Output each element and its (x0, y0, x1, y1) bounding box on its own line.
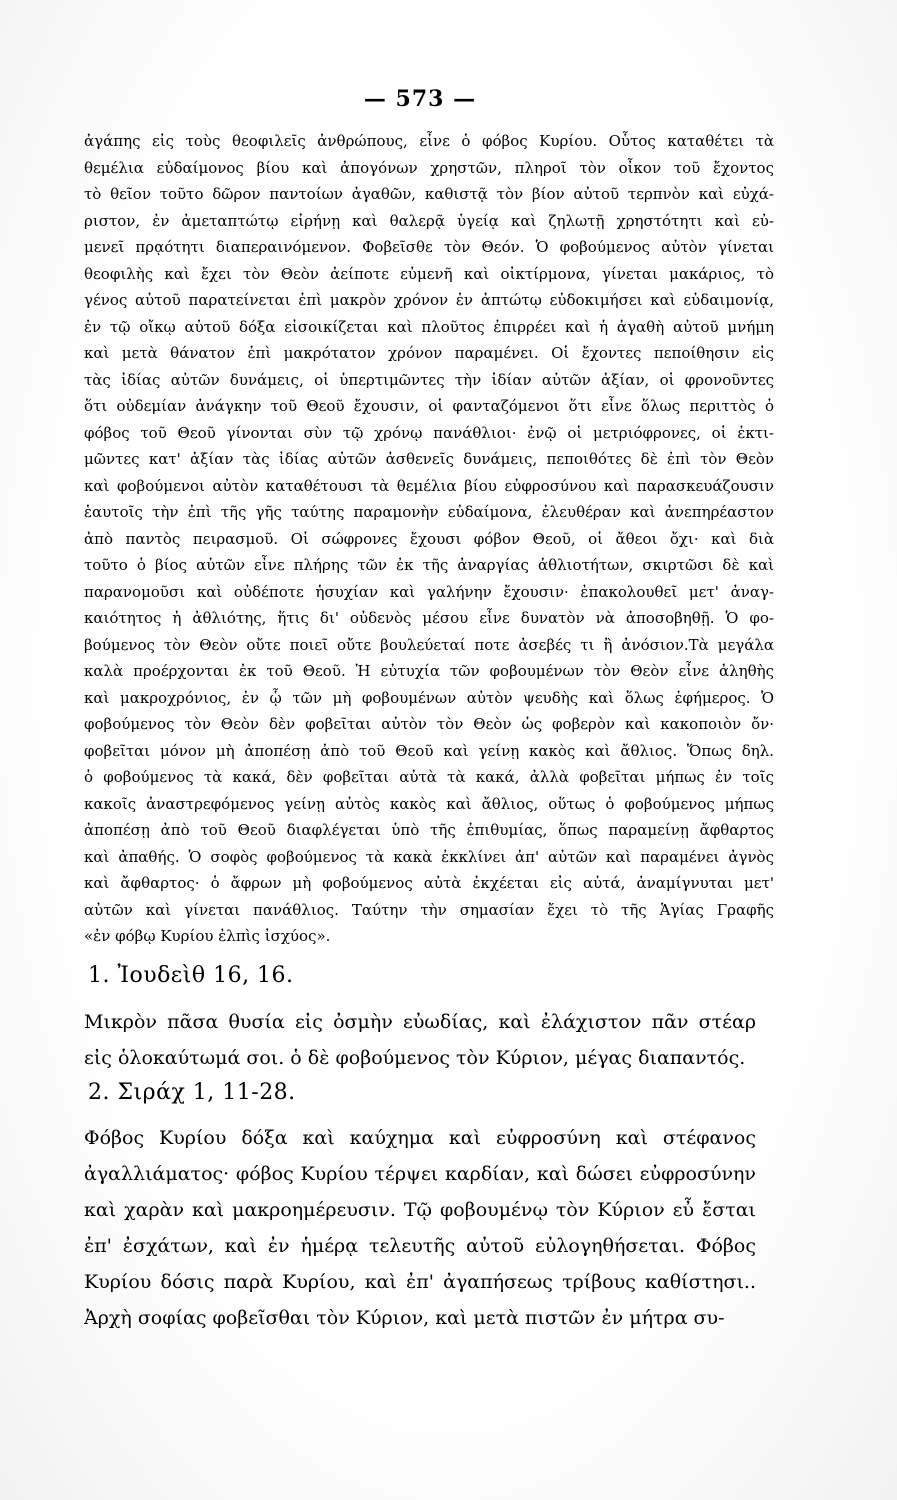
text-line: μενεῖ πρᾳότητι διαπεραινόμενον. Φοβεῖσθε τὸν Θεόν. Ὁ φοβούμενος αὐτὸν γίνεται (84, 238, 774, 256)
text-line: καὶ μετὰ θάνατον ἐπὶ μακρότατον χρόνον παραμένει. Οἱ ἔχοντες πεποίθησιν εἰς (84, 344, 774, 362)
text-line: καλὰ προέρχονται ἐκ τοῦ Θεοῦ. Ἡ εὐτυχία τῶν φοβουμένων τὸν Θεὸν εἶνε ἀληθὴς (84, 662, 774, 680)
text-line: γένος αὐτοῦ παρατείνεται ἐπὶ μακρὸν χρόνον ἐν ἀπτώτῳ εὐδοκιμήσει καὶ εὐδαιμονίᾳ, (84, 291, 774, 309)
text-line: φόβος τοῦ Θεοῦ γίνονται σὺν τῷ χρόνῳ πανάθλιοι· ἐνῷ οἱ μετριόφρονες, οἱ ἐκτι- (84, 423, 774, 442)
text-line: καὶ μακροχρόνιος, ἐν ᾧ τῶν μὴ φοβουμένων αὐτὸν ψευδὴς καὶ ὅλως ἐφήμερος. Ὁ (84, 688, 774, 707)
text-line: ὁ φοβούμενος τὰ κακά, δὲν φοβεῖται αὐτὰ τὰ κακά, ἀλλὰ φοβεῖται μήπως ἐν τοῖς (84, 768, 774, 786)
text-line: ὅτι οὐδεμίαν ἀνάγκην τοῦ Θεοῦ ἔχουσιν, οἱ φανταζόμενοι ὅτι εἶνε ὅλως περιττὸς ὁ (84, 397, 774, 415)
text-line: ἑαυτοῖς τὴν ἐπὶ τῆς γῆς ταύτης παραμονὴν εὐδαίμονα, ἐλευθέραν καὶ ἀνεπηρέαστον (84, 503, 774, 521)
text-line: μῶντες κατ' ἀξίαν τὰς ἰδίας αὐτῶν ἀσθενεῖς δυνάμεις, πεποιθότες δὲ ἐπὶ τὸν Θεὸν (84, 450, 774, 468)
text-line: τὸ θεῖον τοῦτο δῶρον παντοίων ἀγαθῶν, καθιστᾷ τὸν βίον αὐτοῦ τερπνὸν καὶ εὐχά- (84, 185, 774, 203)
main-text-block (84, 128, 774, 950)
text-line: φοβούμενος τὸν Θεὸν δὲν φοβεῖται αὐτὸν τὸν Θεὸν ὡς φοβερὸν καὶ κακοποιὸν ὄν· (84, 715, 774, 733)
text-line: καὶ ἀπαθής. Ὁ σοφὸς φοβούμενος τὰ κακὰ ἐκκλίνει ἀπ' αὐτῶν καὶ παραμένει ἀγνὸς (84, 847, 774, 866)
text-line: Κυρίου δόσις παρὰ Κυρίου, καὶ ἐπ' ἀγαπήσεως τρίβους καθίστησι.. (84, 1271, 756, 1293)
text-line: Ἀρχὴ σοφίας φοβεῖσθαι τὸν Κύριον, καὶ μετὰ πιστῶν ἐν μήτρα συ- (84, 1307, 725, 1329)
text-line: ἀποπέσῃ ἀπὸ τοῦ Θεοῦ διαφλέγεται ὑπὸ τῆς ἐπιθυμίας, ὅπως παραμείνῃ ἄφθαρτος (84, 821, 774, 839)
text-line: «ἐν φόβῳ Κυρίου ἐλπὶς ἰσχύος». (84, 927, 331, 945)
section-heading-sirach: 2. Σιράχ 1, 11-28. (88, 1080, 296, 1105)
text-line: κακοῖς ἀναστρεφόμενος γείνῃ αὐτὸς κακὸς καὶ ἄθλιος, οὕτως ὁ φοβούμενος μήπως (84, 794, 774, 813)
text-line: καὶ ἄφθαρτος· ὁ ἄφρων μὴ φοβούμενος αὐτὰ ἐκχέεται εἰς αὐτά, ἀναμίγνυται μετ' (84, 874, 774, 892)
text-line: θεοφιλὴς καὶ ἔχει τὸν Θεὸν ἀείποτε εὐμενῆ καὶ οἰκτίρμονα, γίνεται μακάριος, τὸ (84, 264, 774, 283)
text-line: καὶ φοβούμενοι αὐτὸν καταθέτουσι τὰ θεμέλια βίου εὐφροσύνου καὶ παρασκευάζουσιν (84, 476, 774, 495)
section-heading-judith: 1. Ἰουδεὶθ 16, 16. (88, 963, 294, 988)
page-number: — 573 — (363, 86, 477, 112)
text-line: καὶ χαρὰν καὶ μακροημέρευσιν. Τῷ φοβουμένῳ τὸν Κύριον εὖ ἔσται (84, 1199, 756, 1221)
text-line: φοβεῖται μόνον μὴ ἀποπέσῃ ἀπὸ τοῦ Θεοῦ καὶ γείνῃ κακὸς καὶ ἄθλιος. Ὅπως δηλ. (84, 741, 774, 760)
text-line: καιότητος ἡ ἀθλιότης, ἥτις δι' οὐδενὸς μέσου εἶνε δυνατὸν νὰ ἀποσοβηθῇ. Ὁ φο- (84, 609, 774, 627)
text-line: ριστον, ἐν ἀμεταπτώτῳ εἰρήνῃ καὶ θαλερᾷ ὑγείᾳ καὶ ζηλωτῇ χρηστότητι καὶ εὐ- (84, 211, 774, 230)
text-line: βούμενος τὸν Θεὸν οὔτε ποιεῖ οὔτε βουλεύεταί ποτε ἀσεβές τι ἢ ἀνόσιον.Τὰ μεγάλα (84, 635, 774, 654)
text-line: ἀπὸ παντὸς πειρασμοῦ. Οἱ σώφρονες ἔχουσι φόβον Θεοῦ, οἱ ἄθεοι ὄχι· καὶ διὰ (84, 529, 774, 548)
text-line: ἀγαλλιάματος· φόβος Κυρίου τέρψει καρδίαν, καὶ δώσει εὐφροσύνην (84, 1163, 756, 1185)
text-line: αὐτῶν καὶ γίνεται πανάθλιος. Ταύτην τὴν σημασίαν ἔχει τὸ τῆς Ἁγίας Γραφῆς (84, 900, 774, 919)
text-line: θεμέλια εὐδαίμονος βίου καὶ ἀπογόνων χρηστῶν, πληροῖ τὸν οἶκον τοῦ ἔχοντος (84, 158, 774, 177)
text-line: Μικρὸν πᾶσα θυσία εἰς ὀσμὴν εὐωδίας, καὶ ἐλάχιστον πᾶν στέαρ (84, 1011, 756, 1033)
text-line: παρανομοῦσι καὶ οὐδέποτε ἡσυχίαν καὶ γαλήνην ἔχουσιν· ἐπακολουθεῖ μετ' ἀναγ- (84, 582, 774, 601)
text-line: ἐπ' ἐσχάτων, καὶ ἐν ἡμέρᾳ τελευτῆς αὐτοῦ εὐλογηθήσεται. Φόβος (84, 1235, 756, 1257)
section-text-judith (84, 1004, 756, 1076)
text-line: τὰς ἰδίας αὐτῶν δυνάμεις, οἱ ὑπερτιμῶντες τὴν ἰδίαν αὐτῶν ἀξίαν, οἱ φρονοῦντες (84, 370, 774, 389)
text-line: Φόβος Κυρίου δόξα καὶ καύχημα καὶ εὐφροσύνη καὶ στέφανος (84, 1127, 756, 1149)
text-line: ἐν τῷ οἴκῳ αὐτοῦ δόξα εἰσοικίζεται καὶ πλοῦτος ἐπιρρέει καὶ ἡ ἀγαθὴ αὐτοῦ μνήμη (84, 317, 774, 336)
text-line: εἰς ὁλοκαύτωμά σοι. ὁ δὲ φοβούμενος τὸν Κύριον, μέγας διαπαντός. (84, 1047, 746, 1069)
section-text-sirach (84, 1120, 756, 1336)
text-line: ἀγάπης εἰς τοὺς θεοφιλεῖς ἀνθρώπους, εἶνε ὁ φόβος Κυρίου. Οὗτος καταθέτει τὰ (84, 132, 774, 150)
text-line: τοῦτο ὁ βίος αὐτῶν εἶνε πλήρης τῶν ἐκ τῆς ἀναργίας ἀθλιοτήτων, σκιρτῶσι δὲ καὶ (84, 556, 774, 574)
